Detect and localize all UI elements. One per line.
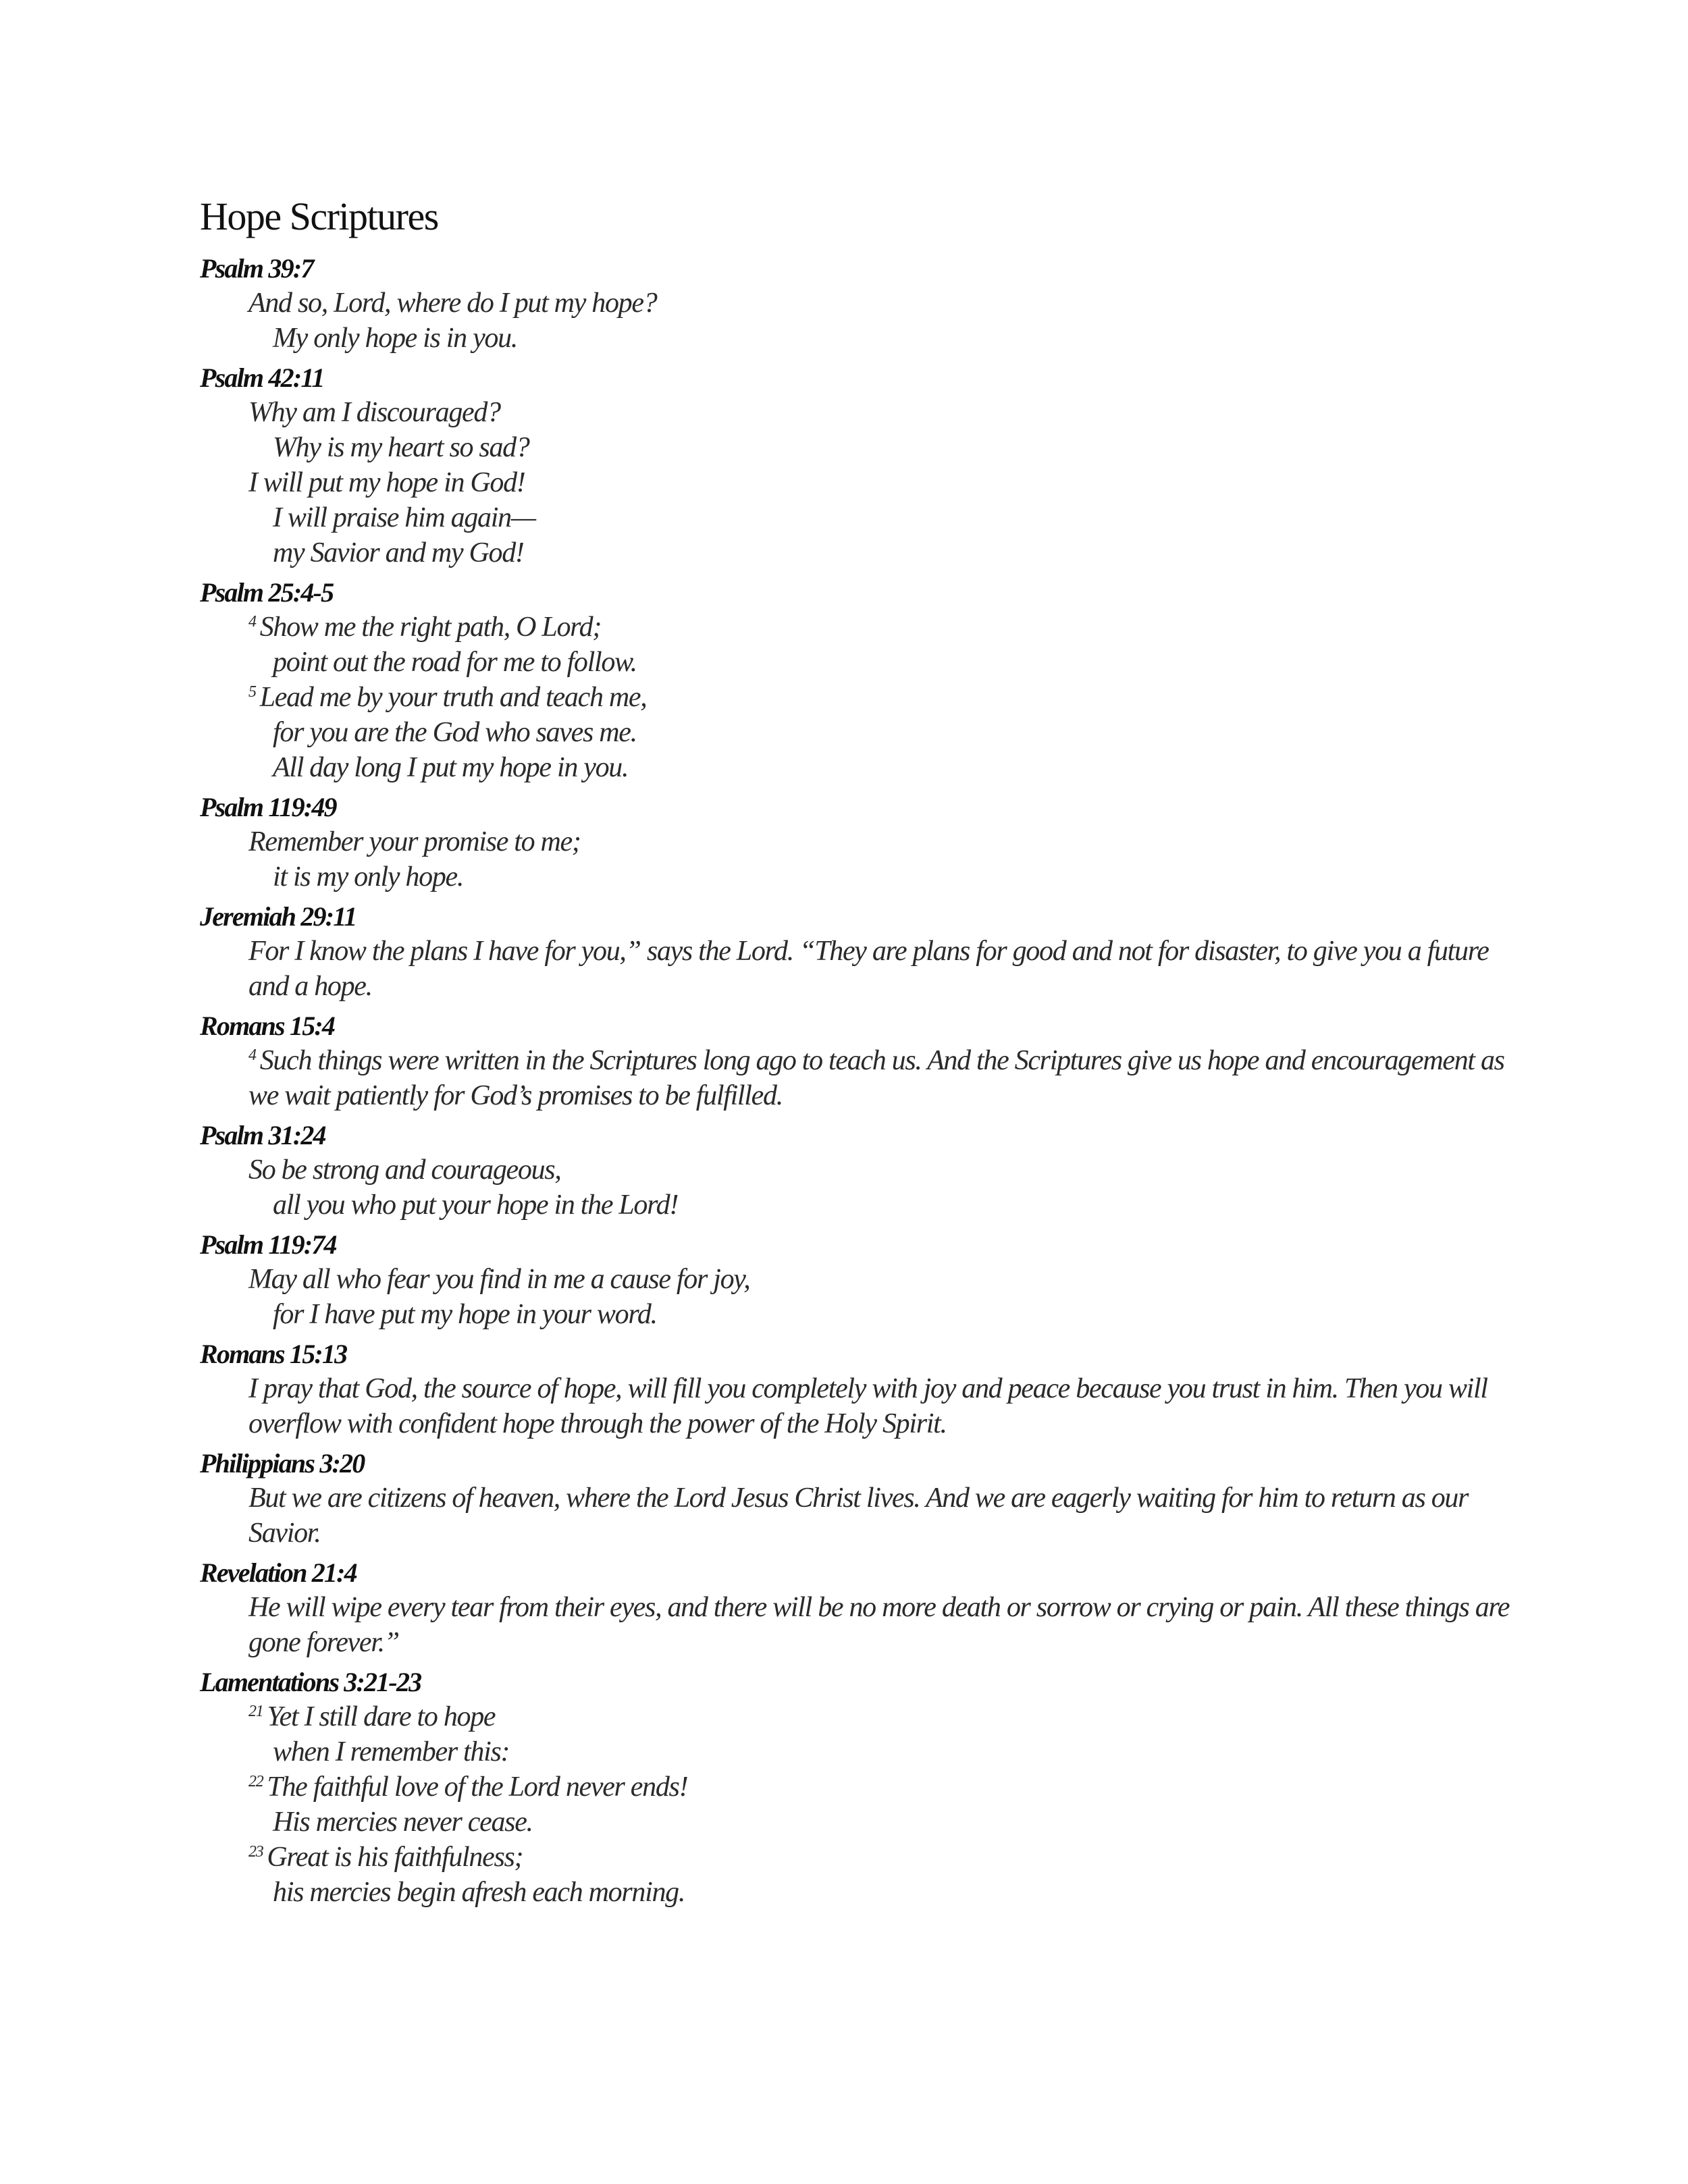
verse-line: I will put my hope in God! — [248, 467, 525, 498]
passage-romans-15-4 — [200, 1009, 1516, 1113]
verse-line: his mercies begin afresh each morning. — [273, 1876, 685, 1908]
passage-revelation-21-4 — [200, 1556, 1516, 1660]
passage-reference: Psalm 119:49 — [200, 791, 336, 822]
verse-line — [200, 1840, 1516, 1875]
passage-lamentations-3-21-23 — [200, 1666, 1516, 1910]
verse-number: 23 — [248, 1842, 263, 1861]
document-page — [200, 194, 1516, 1915]
verse-line: my Savior and my God! — [273, 537, 524, 568]
verse-text: Yet I still dare to hope — [267, 1701, 496, 1732]
verse-line: point out the road for me to follow. — [273, 646, 637, 678]
verse-line: My only hope is in you. — [273, 322, 518, 354]
passage-reference: Philippians 3:20 — [200, 1447, 365, 1479]
passage-reference: Lamentations 3:21-23 — [200, 1666, 421, 1697]
passage-romans-15-13 — [200, 1337, 1516, 1441]
passage-psalm-31-24 — [200, 1119, 1516, 1223]
passage-psalm-39-7 — [200, 252, 1516, 356]
verse-number: 4 — [248, 1046, 256, 1064]
verse-line: All day long I put my hope in you. — [273, 751, 629, 783]
verse-text: Great is his faithfulness; — [267, 1841, 523, 1873]
verse-line: for I have put my hope in your word. — [273, 1298, 657, 1330]
verse-text: Such things were written in the Scriptures long ago to teach us. And the Scriptures give us hope and encouragement as we wait patiently for God’s promises to be fulfilled. — [248, 1044, 1504, 1111]
verse-line: it is my only hope. — [273, 861, 464, 893]
verse-line — [200, 1699, 1516, 1734]
passage-reference: Psalm 42:11 — [200, 362, 324, 393]
verse-paragraph: For I know the plans I have for you,” says the Lord. “They are plans for good and not for disaster, to give you a future and a hope. — [248, 935, 1489, 1002]
verse-text: Lead me by your truth and teach me, — [259, 681, 647, 713]
verse-line: So be strong and courageous, — [248, 1154, 561, 1186]
verse-text: Show me the right path, O Lord; — [259, 611, 602, 643]
verse-paragraph: I pray that God, the source of hope, will fill you completely with joy and peace because you trust in him. Then you will overflow with confident hope through the power of the Holy Spirit. — [248, 1373, 1487, 1439]
verse-line — [200, 680, 1516, 715]
passage-jeremiah-29-11 — [200, 900, 1516, 1004]
passage-reference: Jeremiah 29:11 — [200, 901, 357, 932]
verse-line: Why am I discouraged? — [248, 396, 500, 428]
verse-line: And so, Lord, where do I put my hope? — [248, 287, 657, 319]
passage-philippians-3-20 — [200, 1447, 1516, 1551]
verse-number: 21 — [248, 1702, 263, 1720]
passage-psalm-119-49 — [200, 791, 1516, 895]
passage-psalm-119-74 — [200, 1228, 1516, 1332]
verse-number: 5 — [248, 683, 256, 701]
verse-paragraph: He will wipe every tear from their eyes, and there will be no more death or sorrow or crying or pain. All these things are gone forever.” — [248, 1591, 1510, 1658]
verse-line: I will praise him again— — [273, 502, 535, 533]
verse-number: 4 — [248, 612, 256, 631]
verse-line: May all who fear you find in me a cause for joy, — [248, 1263, 750, 1295]
verse-line — [200, 1769, 1516, 1805]
verse-line: Why is my heart so sad? — [273, 431, 529, 463]
verse-number: 22 — [248, 1772, 263, 1790]
passage-reference: Psalm 119:74 — [200, 1229, 336, 1260]
passage-reference: Romans 15:4 — [200, 1010, 335, 1041]
verse-line: when I remember this: — [273, 1736, 510, 1767]
verse-line: Remember your promise to me; — [248, 826, 581, 857]
verse-line — [200, 610, 1516, 645]
verse-paragraph: But we are citizens of heaven, where the Lord Jesus Christ lives. And we are eagerly waiting for him to return as our Savior. — [248, 1482, 1469, 1549]
passage-psalm-25-4-5 — [200, 576, 1516, 785]
verse-text: The faithful love of the Lord never ends! — [267, 1771, 688, 1803]
passage-psalm-42-11 — [200, 361, 1516, 570]
verse-line: for you are the God who saves me. — [273, 716, 637, 748]
verse-line: all you who put your hope in the Lord! — [273, 1189, 679, 1221]
passage-reference: Psalm 31:24 — [200, 1119, 325, 1150]
passage-reference: Psalm 25:4-5 — [200, 577, 334, 608]
passage-reference: Revelation 21:4 — [200, 1557, 357, 1588]
verse-line: His mercies never cease. — [273, 1806, 533, 1838]
passage-reference: Romans 15:13 — [200, 1338, 347, 1369]
passage-reference: Psalm 39:7 — [200, 252, 313, 284]
page-title: Hope Scriptures — [200, 194, 438, 238]
verse-paragraph — [200, 1043, 1531, 1113]
